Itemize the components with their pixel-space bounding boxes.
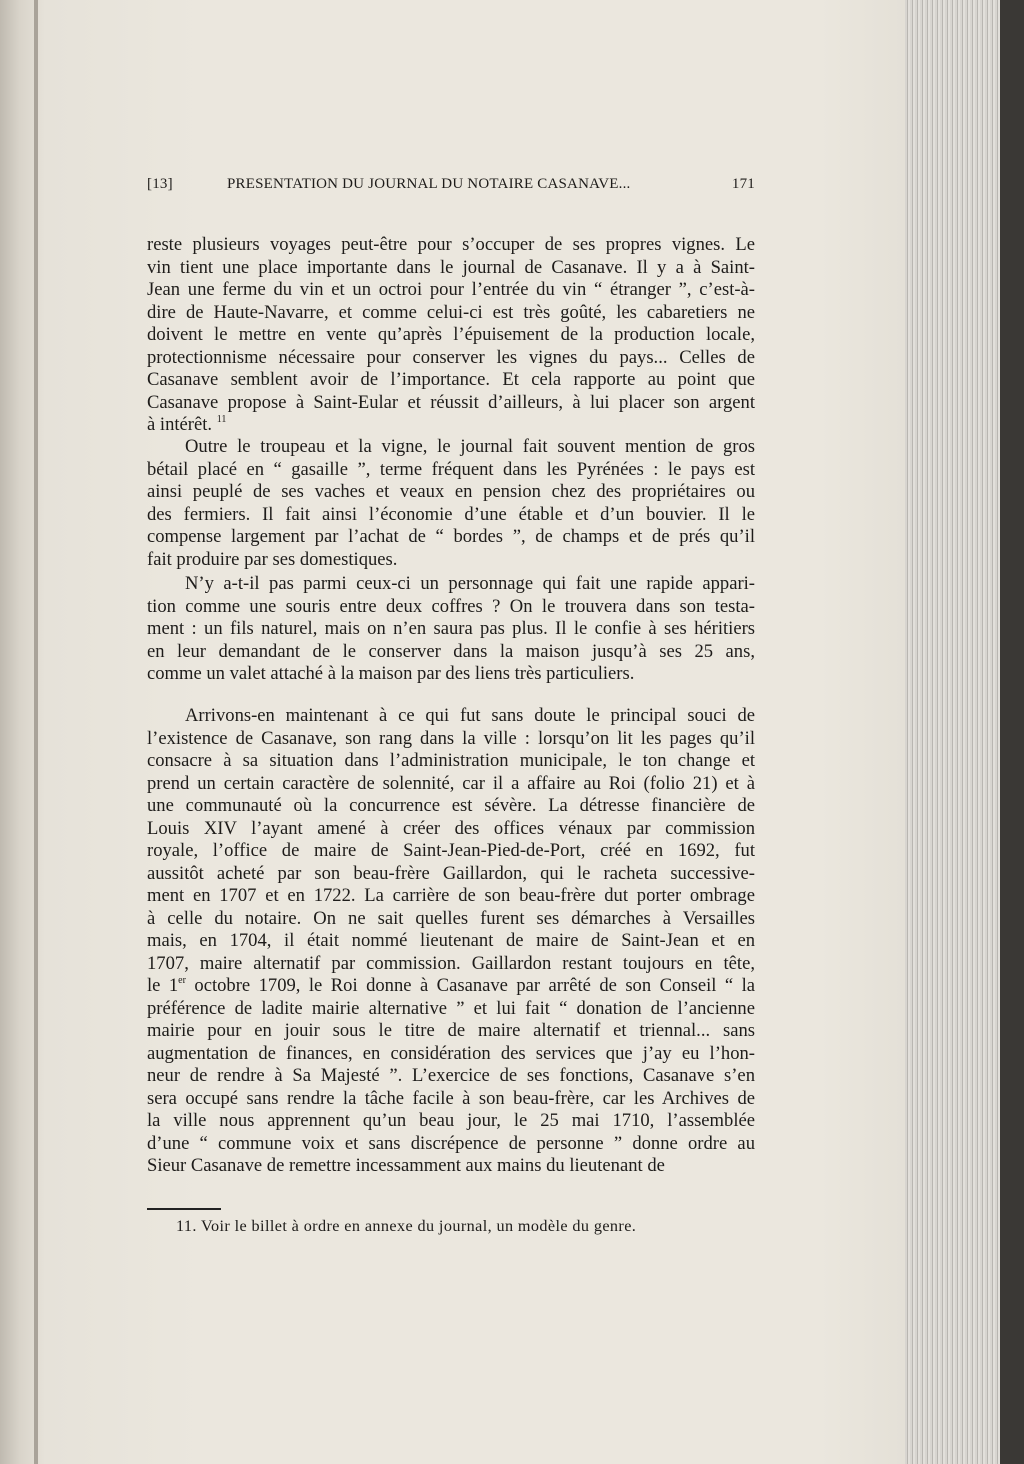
text-span: mairie pour en jouir sous le titre de maire alternatif et triennal... sans [147,1020,755,1041]
text-line [147,663,755,686]
text-line [147,641,755,664]
text-line [147,1133,755,1156]
text-span: préférence de ladite mairie alternative ” et lui fait “ donation de l’ancienne [147,997,755,1019]
text-line [147,504,755,527]
text-line [147,705,755,728]
text-span: royale, l’office de maire de Saint-Jean-Pied-de-Port, créé en 1692, fut [147,840,755,861]
page-stack-edge [905,0,1000,1464]
text-line [147,481,755,504]
footnote-rule [147,1208,221,1210]
text-span: à intérêt. [147,414,213,435]
text-line [147,773,755,796]
text-line [147,1065,755,1088]
text-span: doivent le mettre en vente qu’après l’épuisement de la production locale, [147,324,755,345]
text-line [147,526,755,549]
text-line [147,324,755,347]
text-line [147,818,755,841]
text-line [147,436,755,459]
text-span: ment en 1707 et en 1722. La carrière de son beau-frère dut porter ombrage [147,885,755,906]
text-span: des fermiers. Il fait ainsi l’économie d’une étable et d’un bouvier. Il le [147,503,755,525]
text-line [147,618,755,641]
page-number: 171 [731,176,755,192]
text-span: Casanave propose à Saint-Eular et réussit d’ailleurs, à lui placer son argent [147,391,755,413]
footnote: 11. Voir le billet à ordre en annexe du journal, un modèle du genre. [176,1217,637,1235]
text-span: comme un valet attaché à la maison par des liens très particuliers. [147,663,635,684]
text-line [147,953,755,976]
text-span: l’existence de Casanave, son rang dans la ville : lorsqu’on lit les pages qu’il [147,727,755,749]
text-span: sera occupé sans rendre la tâche facile à son beau-frère, car les Archives de [147,1087,755,1109]
text-line [147,885,755,908]
text-span: er [178,975,186,986]
text-line [147,549,755,572]
text-span: la ville nous apprennent qu’un beau jour, le 25 mai 1710, l’assemblée [147,1110,755,1131]
text-line [147,930,755,953]
text-span: Sieur Casanave de remettre incessamment aux mains du lieutenant de [147,1155,665,1176]
text-span: une communauté où la concurrence est sévère. La détresse financière de [147,795,755,816]
text-span: prend un certain caractère de solennité, car il a affaire au Roi (folio 21) et à [147,772,755,794]
text-span: protectionnisme nécessaire pour conserver les vignes du pays... Celles de [147,346,755,368]
text-span: octobre 1709, le Roi donne à Casanave par arrêté de son Conseil “ la [185,975,755,996]
paragraph-4 [147,705,755,1178]
text-line [147,1155,755,1178]
text-line [147,1043,755,1066]
text-span: à celle du notaire. On ne sait quelles furent ses démarches à Versailles [147,907,755,929]
text-line [147,998,755,1021]
text-line [147,1020,755,1043]
text-span: vin tient une place importante dans le journal de Casanave. Il y a à Saint- [147,256,755,278]
text-span: N’y a-t-il pas parmi ceux-ci un personnage qui fait une rapide appari- [185,573,755,594]
text-span: compense largement par l’achat de “ bordes ”, de champs et de prés qu’il [147,526,755,547]
text-line [147,257,755,280]
text-line [147,573,755,596]
text-span: Louis XIV l’ayant amené à créer des offices vénaux par commission [147,817,755,839]
text-line [147,414,755,437]
text-span: 1707, maire alternatif par commission. Gaillardon restant toujours en tête, [147,952,755,974]
book-gutter [34,0,38,1464]
text-line [147,728,755,751]
text-span: reste plusieurs voyages peut-être pour s’occuper de ses propres vignes. Le [147,234,755,255]
text-line [147,369,755,392]
paragraph-3 [147,573,755,686]
text-span: aussitôt acheté par son beau-frère Gaillardon, qui le racheta successive- [147,862,755,884]
paragraph-1 [147,234,755,437]
text-span: tion comme une souris entre deux coffres ? On le trouvera dans son testa- [147,595,755,617]
text-span: consacre à sa situation dans l’administration municipale, le ton change et [147,750,755,771]
text-span: en leur demandant de le conserver dans la maison jusqu’à ses 25 ans, [147,640,755,662]
text-span: mais, en 1704, il était nommé lieutenant de maire de Saint-Jean et en [147,930,755,951]
text-line [147,750,755,773]
text-span: le 1 [147,975,179,996]
text-span: Outre le troupeau et la vigne, le journal fait souvent mention de gros [185,436,755,457]
text-line [147,234,755,257]
text-line [147,975,755,998]
background-edge [1000,0,1024,1464]
text-line [147,596,755,619]
text-line [147,1110,755,1133]
text-span: ainsi peuplé de ses vaches et veaux en pension chez des propriétaires ou [147,481,755,502]
text-span: fait produire par ses domestiques. [147,548,398,570]
text-line [147,302,755,325]
running-title: PRESENTATION DU JOURNAL DU NOTAIRE CASANAVE... [227,176,631,192]
text-span: Arrivons-en maintenant à ce qui fut sans doute le principal souci de [185,705,755,726]
text-span: Jean une ferme du vin et un octroi pour l’entrée du vin “ étranger ”, c’est-à- [147,279,755,300]
text-line [147,1088,755,1111]
text-line [147,863,755,886]
text-span: neur de rendre à Sa Majesté ”. L’exercice de ses fonctions, Casanave s’en [147,1065,755,1086]
text-line [147,459,755,482]
text-line [147,795,755,818]
text-span: Casanave semblent avoir de l’importance. Et cela rapporte au point que [147,369,755,390]
text-span: augmentation de finances, en considération des services que j’ay eu l’hon- [147,1042,755,1064]
footnote-reference[interactable]: 11 [216,414,227,425]
text-span: d’une “ commune voix et sans discrépence de personne ” donne ordre au [147,1132,755,1154]
text-line [147,347,755,370]
text-span: dire de Haute-Navarre, et comme celui-ci est très goûté, les cabaretiers ne [147,301,755,323]
text-line [147,908,755,931]
section-number: [13] [147,176,173,192]
text-line [147,392,755,415]
text-span: ment : un fils naturel, mais on n’en saura pas plus. Il le confie à ses héritiers [147,618,755,639]
text-span: bétail placé en “ gasaille ”, terme fréquent dans les Pyrénées : le pays est [147,458,755,480]
paragraph-2 [147,436,755,571]
text-line [147,840,755,863]
text-line [147,279,755,302]
